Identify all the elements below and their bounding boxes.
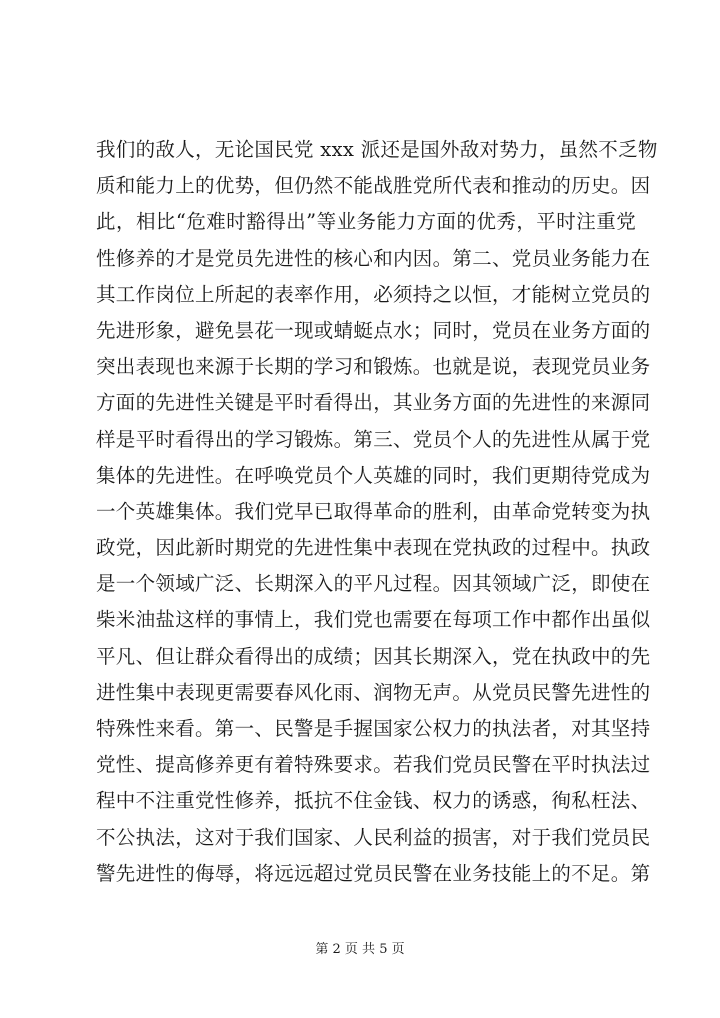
text-line: 质和能力上的优势，但仍然不能战胜党所代表和推动的历史。因 [96,174,651,198]
text-line: 突出表现也来源于长期的学习和锻炼。也就是说，表现党员业务 [96,355,651,379]
text-line: 程中不注重党性修养，抵抗不住金钱、权力的诱惑，徇私枉法、 [96,789,651,813]
text-line: 其工作岗位上所起的表率作用，必须持之以恒，才能树立党员的 [96,282,651,306]
text-line: 政党，因此新时期党的先进性集中表现在党执政的过程中。执政 [96,536,651,560]
text-line: 一个英雄集体。我们党早已取得革命的胜利，由革命党转变为执 [96,499,651,523]
page-number-footer: 第 2 页 共 5 页 [315,942,405,957]
text-line: 我们的敌人，无论国民党 xxx 派还是国外敌对势力，虽然不乏物 [96,138,658,161]
text-line: 此，相比“危难时豁得出”等业务能力方面的优秀，平时注重党 [96,210,636,234]
text-line: 平凡、但让群众看得出的成绩；因其长期深入，党在执政中的先 [96,644,651,668]
text-line: 不公执法，这对于我们国家、人民利益的损害，对于我们党员民 [96,825,651,849]
text-line: 方面的先进性关键是平时看得出，其业务方面的先进性的来源同 [96,391,651,415]
text-line: 进性集中表现更需要春风化雨、润物无声。从党员民警先进性的 [96,680,651,704]
text-line: 柴米油盐这样的事情上，我们党也需要在每项工作中都作出虽似 [96,608,651,632]
text-line: 警先进性的侮辱，将远远超过党员民警在业务技能上的不足。第 [96,861,651,885]
text-line: 特殊性来看。第一、民警是手握国家公权力的执法者，对其坚持 [96,717,651,740]
text-line: 是一个领域广泛、长期深入的平凡过程。因其领域广泛，即使在 [96,572,651,596]
body-text [96,132,658,892]
text-line: 样是平时看得出的学习锻炼。第三、党员个人的先进性从属于党 [96,427,651,451]
text-line: 党性、提高修养更有着特殊要求。若我们党员民警在平时执法过 [96,753,651,777]
text-line: 性修养的才是党员先进性的核心和内因。第二、党员业务能力在 [96,246,651,270]
text-line: 先进形象，避免昙花一现或蜻蜓点水；同时，党员在业务方面的 [96,318,651,342]
text-line: 集体的先进性。在呼唤党员个人英雄的同时，我们更期待党成为 [96,463,651,487]
